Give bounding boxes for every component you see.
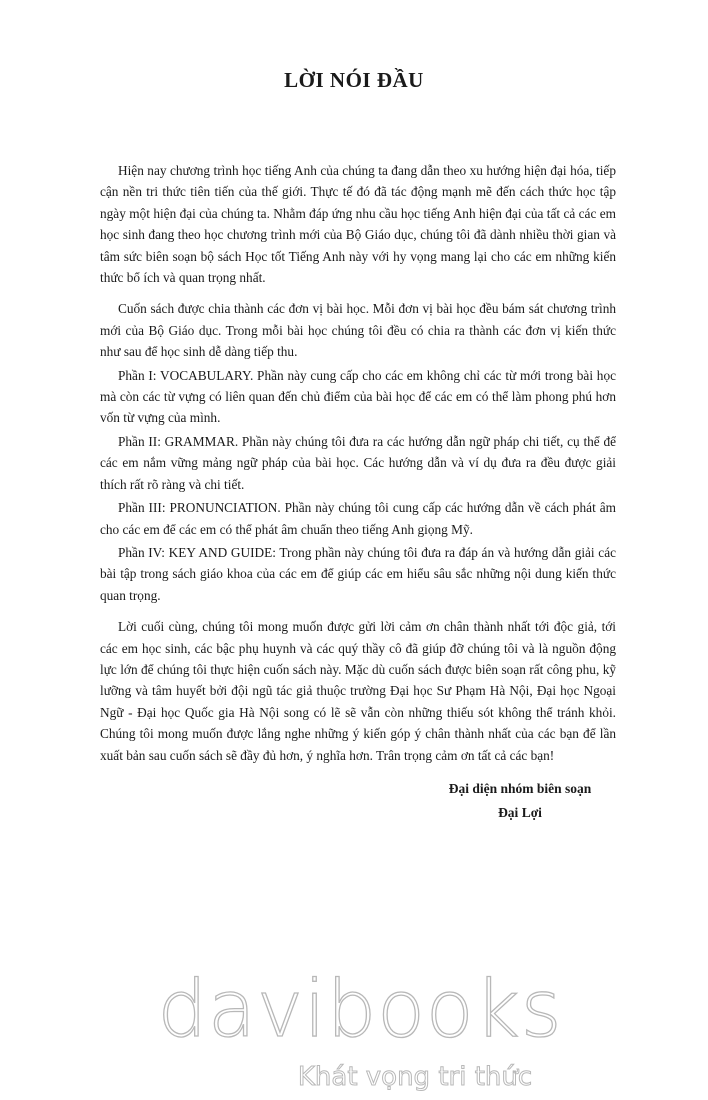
body-text	[100, 160, 616, 768]
signature-role: Đại diện nhóm biên soạn	[448, 781, 592, 796]
paragraph-structure: Cuốn sách được chia thành các đơn vị bài học. Mỗi đơn vị bài học đều bám sát chương trình mới của Bộ Giáo dục. Trong mỗi bài học chúng tôi đều có chia ra thành các đơn vị kiến thức như sau để học sinh dễ dàng tiếp thu.	[100, 301, 616, 360]
signature-block	[380, 777, 660, 825]
page-title: LỜI NÓI ĐẦU	[284, 68, 424, 92]
watermark	[0, 960, 708, 1100]
watermark-tagline: Khát vọng tri thức	[297, 1062, 533, 1092]
paragraph-part-3: Phần III: PRONUNCIATION. Phần này chúng tôi cung cấp các hướng dẫn về cách phát âm cho các em để các em có thể phát âm chuẩn theo tiếng Anh giọng Mỹ.	[100, 500, 616, 537]
paragraph-closing: Lời cuối cùng, chúng tôi mong muốn được gửi lời cảm ơn chân thành nhất tới độc giả, tới các em học sinh, các bậc phụ huynh và các quý thầy cô đã giúp đỡ chúng tôi và là nguồn động lực lớn để chúng tôi thực hiện cuốn sách này. Mặc dù cuốn sách được biên soạn rất công phu, kỹ lưỡng và tâm huyết bởi đội ngũ tác giả thuộc trường Đại học Sư Phạm Hà Nội, Đại học Ngoại Ngữ - Đại học Quốc gia Hà Nội song có lẽ sẽ vẫn còn những thiếu sót không thể tránh khỏi. Chúng tôi mong muốn được lắng nghe những ý kiến góp ý chân thành nhất của các bạn để lần xuất bản sau cuốn sách sẽ đầy đủ hơn, ý nghĩa hơn. Trân trọng cảm ơn tất cả các bạn!	[100, 619, 616, 763]
paragraph-part-4: Phần IV: KEY AND GUIDE: Trong phần này chúng tôi đưa ra đáp án và hướng dẫn giải các bài tập trong sách giáo khoa của các em để giúp các em hiểu sâu sắc những nội dung kiến thức quan trọng.	[100, 544, 616, 603]
signature-name: Đại Lợi	[498, 805, 542, 820]
watermark-brand: davibooks	[157, 965, 563, 1055]
paragraph-intro: Hiện nay chương trình học tiếng Anh của chúng ta đang dẫn theo xu hướng hiện đại hóa, tiếp cận nền tri thức tiên tiến của thế giới. Thực tế đó đã tác động mạnh mẽ đến cách thức học tập ngày một hiện đại của chúng ta. Nhằm đáp ứng nhu cầu học tiếng Anh hiện đại của tất cả các em học sinh đang theo học chương trình mới của Bộ Giáo dục, chúng tôi đã dành nhiều thời gian và tâm sức biên soạn bộ sách Học tốt Tiếng Anh này với hy vọng mang lại cho các em những kiến thức bổ ích và quan trọng nhất.	[100, 163, 616, 286]
paragraph-part-2: Phần II: GRAMMAR. Phần này chúng tôi đưa ra các hướng dẫn ngữ pháp chi tiết, cụ thể để các em nắm vững mảng ngữ pháp của bài học. Các hướng dẫn và ví dụ đưa ra đều được giải thích rất rõ ràng và chi tiết.	[100, 433, 616, 492]
paragraph-part-1: Phần I: VOCABULARY. Phần này cung cấp cho các em không chỉ các từ mới trong bài học mà còn các từ vựng có liên quan đến chủ điểm của bài học để các em có thể làm phong phú hơn vốn từ vựng của mình.	[100, 367, 616, 426]
